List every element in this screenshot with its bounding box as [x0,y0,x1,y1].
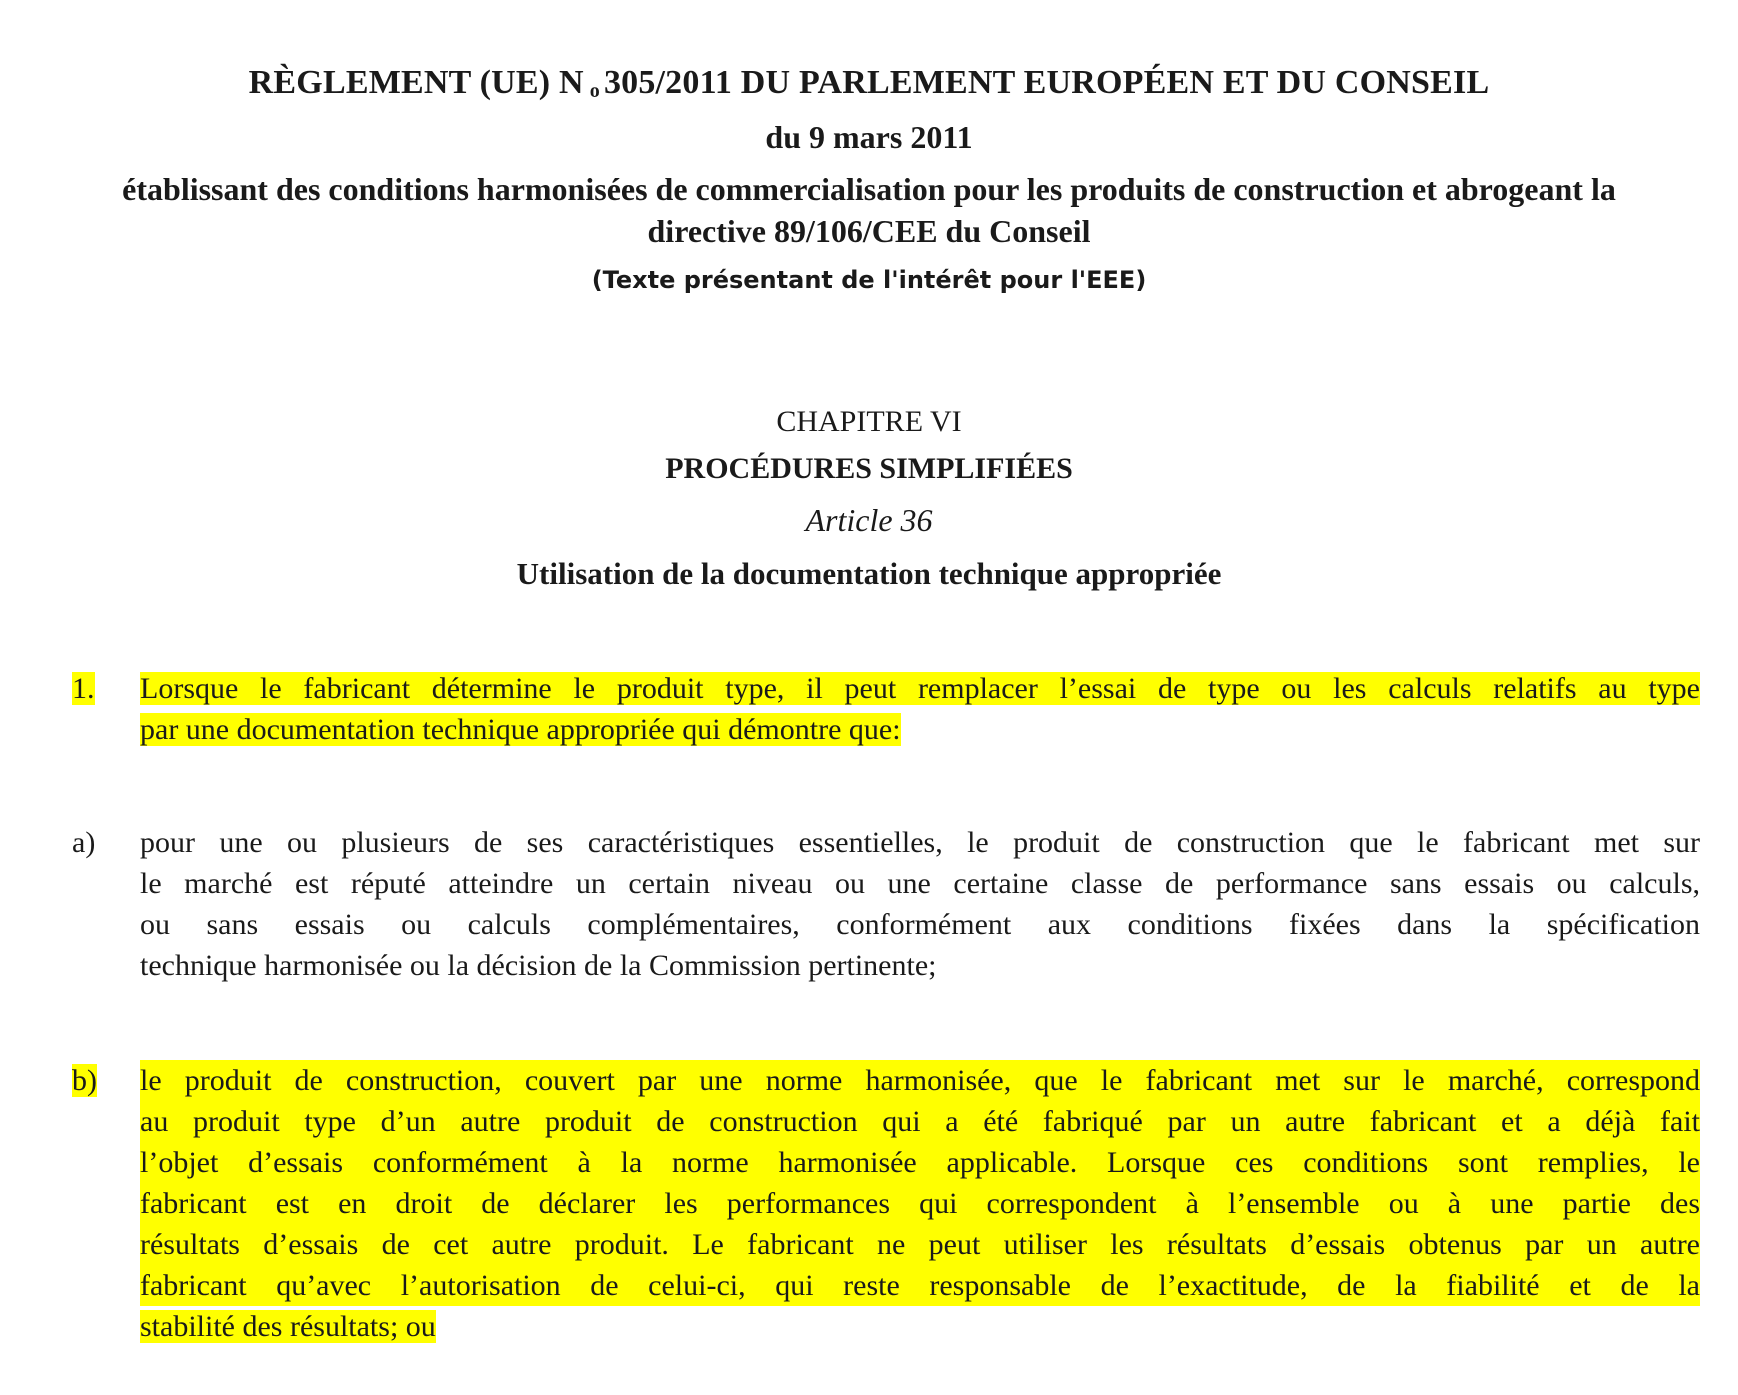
paragraph-label: a) [72,826,96,859]
regulation-date: du 9 mars 2011 [765,119,973,155]
paragraph-line: technique harmonisée ou la décision de la Commission pertinente; [140,949,937,982]
paragraph-label: 1. [72,672,95,705]
regulation-title-part1: RÈGLEMENT (UE) N [248,64,584,101]
paragraph-line: résultats d’essais de cet autre produit. Le fabricant ne peut utiliser les résultats d’essais obtenus par un autre [140,1224,1700,1265]
paragraph-line: stabilité des résultats; ou [140,1310,436,1343]
paragraph-body [140,668,1700,750]
paragraph-line: pour une ou plusieurs de ses caractéristiques essentielles, le produit de construction que le fabricant met sur [140,826,1700,859]
paragraph-line: ou sans essais ou calculs complémentaires, conformément aux conditions fixées dans la spécification [140,908,1700,941]
regulation-title-part2: 305/2011 DU PARLEMENT EUROPÉEN ET DU CONSEIL [603,64,1490,101]
chapter-number: CHAPITRE VI [776,405,962,438]
paragraph-line: l’objet d’essais conformément à la norme harmonisée applicable. Lorsque ces conditions sont remplies, le [140,1142,1700,1183]
article-title: Utilisation de la documentation technique appropriée [516,556,1222,591]
paragraph-line: Lorsque le fabricant détermine le produit type, il peut remplacer l’essai de type ou les calculs relatifs au type [140,672,1700,705]
paragraph-label: b) [72,1064,97,1097]
paragraph-line: fabricant est en droit de déclarer les performances qui correspondent à l’ensemble ou à une partie des [140,1183,1700,1224]
regulation-title [0,64,1738,103]
paragraph-body [140,822,1700,986]
eee-note: (Texte présentant de l'intérêt pour l'EEE) [591,266,1147,294]
description-line-1: établissant des conditions harmonisées de commercialisation pour les produits de construction et abrogeant la [122,171,1616,207]
paragraph-line: le produit de construction, couvert par une norme harmonisée, que le fabricant met sur le marché, correspond [140,1060,1700,1101]
paragraph-line: par une documentation technique appropriée qui démontre que: [140,713,901,746]
description-line-2: directive 89/106/CEE du Conseil [647,213,1091,249]
regulation-number-sign: o [589,80,600,102]
article-number: Article 36 [805,502,933,538]
paragraph-line: le marché est réputé atteindre un certain niveau ou une certaine classe de performance sans essais ou calculs, [140,867,1700,900]
paragraph-line: fabricant qu’avec l’autorisation de celui-ci, qui reste responsable de l’exactitude, de la fiabilité et de la [140,1265,1700,1306]
paragraph-line: au produit type d’un autre produit de construction qui a été fabriqué par un autre fabricant et a déjà fait [140,1101,1700,1142]
regulation-description [10,168,1728,252]
paragraph-body [140,1060,1700,1347]
chapter-title: PROCÉDURES SIMPLIFIÉES [665,452,1073,485]
